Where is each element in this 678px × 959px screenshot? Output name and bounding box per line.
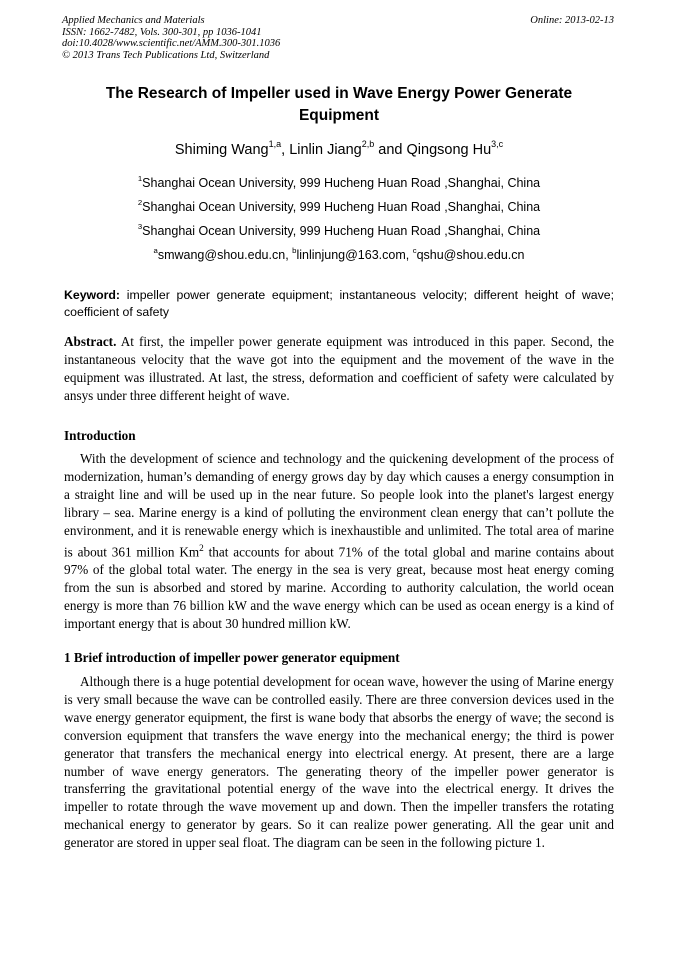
email-address[interactable]: qshu@shou.edu.cn bbox=[416, 248, 525, 262]
email-mark: a bbox=[153, 246, 158, 256]
section-heading-1: 1 Brief introduction of impeller power generator equipment bbox=[64, 650, 400, 665]
email-address[interactable]: smwang@shou.edu.cn bbox=[157, 248, 286, 262]
author-name: Shiming Wang bbox=[174, 142, 269, 158]
email-separator: , bbox=[285, 248, 293, 262]
paragraph-text: With the development of science and technology and the quickening development of the process of modernization, human’s demanding of energy grows day by day which causes a energy consumption in a straight line and will be used up in the near future. So people look into the planet's largest energy library – sea. Marine energy is a kind of polluting the environment clean energy that can’t pollute the environment, and it is renewable energy which is inexhaustible and unlimited. The total area of marine is about 361 million bbox=[64, 451, 614, 559]
online-date: Online: 2013-02-13 bbox=[530, 15, 614, 26]
affiliation-mark: 3 bbox=[137, 222, 143, 232]
author-separator: and bbox=[374, 142, 407, 158]
paragraph-text: that accounts for about 71% of the total global and marine contains about 97% of the global total water. The energy in the sea is very great, because most heat energy coming from the sun is absorbed and stored by marine. According to authority calculation, the world ocean energy is more than 76 billion kW and the wave energy which can be used as ocean energy is a kind of important energy that is about 30 hundred million kW. bbox=[64, 543, 614, 631]
section-1-paragraph: Although there is a huge potential development for ocean wave, however the using of Marine energy is very small because the wave can be controlled easily. There are three conversion devices used in the wave energy generator equipment, the first is wane body that absorbs the energy of wave; the second is conversion equipment that transfers the wave energy into the mechanical energy; the third is power generator that transfers the mechanical energy into electrical energy. At present, there are a large number of wave energy generators. The generating theory of the impeller power generator is transferring the gravitational potential energy of the wave into the electrical energy. It drives the impeller to rotate through the wave movement up and down. Then the impeller transfers the rotating mechanical energy to generator by gears. So it can realize power generating. All the gear unit and generator are stored in upper seal float. The diagram can be seen in the following picture 1. bbox=[64, 674, 614, 851]
doi-line: doi:10.4028/www.scientific.net/AMM.300-301.1036 bbox=[62, 38, 281, 49]
email-mark: c bbox=[412, 246, 417, 256]
issn-line: ISSN: 1662-7482, Vols. 300-301, pp 1036-1041 bbox=[62, 26, 262, 38]
journal-name: Applied Mechanics and Materials bbox=[62, 15, 205, 26]
abstract-block bbox=[64, 333, 614, 405]
email-mark: b bbox=[292, 246, 297, 256]
paper-title: The Research of Impeller used in Wave Energy Power Generate Equipment bbox=[105, 85, 573, 124]
keywords-label: Keyword: bbox=[64, 288, 121, 302]
author-emails bbox=[64, 247, 614, 263]
copyright-line: © 2013 Trans Tech Publications Ltd, Switzerland bbox=[62, 49, 270, 61]
affiliation-1 bbox=[64, 175, 614, 191]
author-list bbox=[64, 140, 614, 160]
affiliation-3 bbox=[64, 223, 614, 239]
introduction-paragraph bbox=[64, 450, 614, 632]
keywords-block bbox=[64, 287, 614, 321]
author-affiliation-mark: 3,c bbox=[491, 139, 504, 150]
journal-header bbox=[62, 15, 280, 61]
affiliation-mark: 2 bbox=[137, 198, 143, 208]
affiliation-text: Shanghai Ocean University, 999 Hucheng Huan Road ,Shanghai, China bbox=[142, 200, 541, 214]
section-heading-introduction: Introduction bbox=[64, 428, 136, 443]
abstract-text: At first, the impeller power generate equipment was introduced in this paper. Second, the instantaneous velocity that the wave got into the equipment and the movement of the wave in the equipment was illustrated. At last, the stress, deformation and coefficient of safety were calculated by ansys under three different height of wave. bbox=[64, 334, 614, 403]
affiliation-text: Shanghai Ocean University, 999 Hucheng Huan Road ,Shanghai, China bbox=[142, 176, 541, 190]
author-affiliation-mark: 2,b bbox=[361, 139, 375, 150]
email-separator: , bbox=[405, 248, 413, 262]
unit-superscript: 2 bbox=[199, 542, 204, 553]
affiliation-2 bbox=[64, 199, 614, 215]
affiliation-mark: 1 bbox=[137, 174, 143, 184]
unit-text: Km bbox=[179, 543, 200, 559]
email-address[interactable]: linlinjung@163.com bbox=[296, 248, 406, 262]
author-affiliation-mark: 1,a bbox=[268, 139, 282, 150]
affiliation-text: Shanghai Ocean University, 999 Hucheng Huan Road ,Shanghai, China bbox=[142, 224, 541, 238]
author-name: Qingsong Hu bbox=[406, 142, 492, 158]
keywords-text: impeller power generate equipment; instantaneous velocity; different height of wave; coefficient of safety bbox=[64, 288, 615, 319]
author-name: Linlin Jiang bbox=[289, 142, 362, 158]
abstract-label: Abstract. bbox=[64, 334, 117, 349]
author-separator: , bbox=[281, 142, 290, 158]
